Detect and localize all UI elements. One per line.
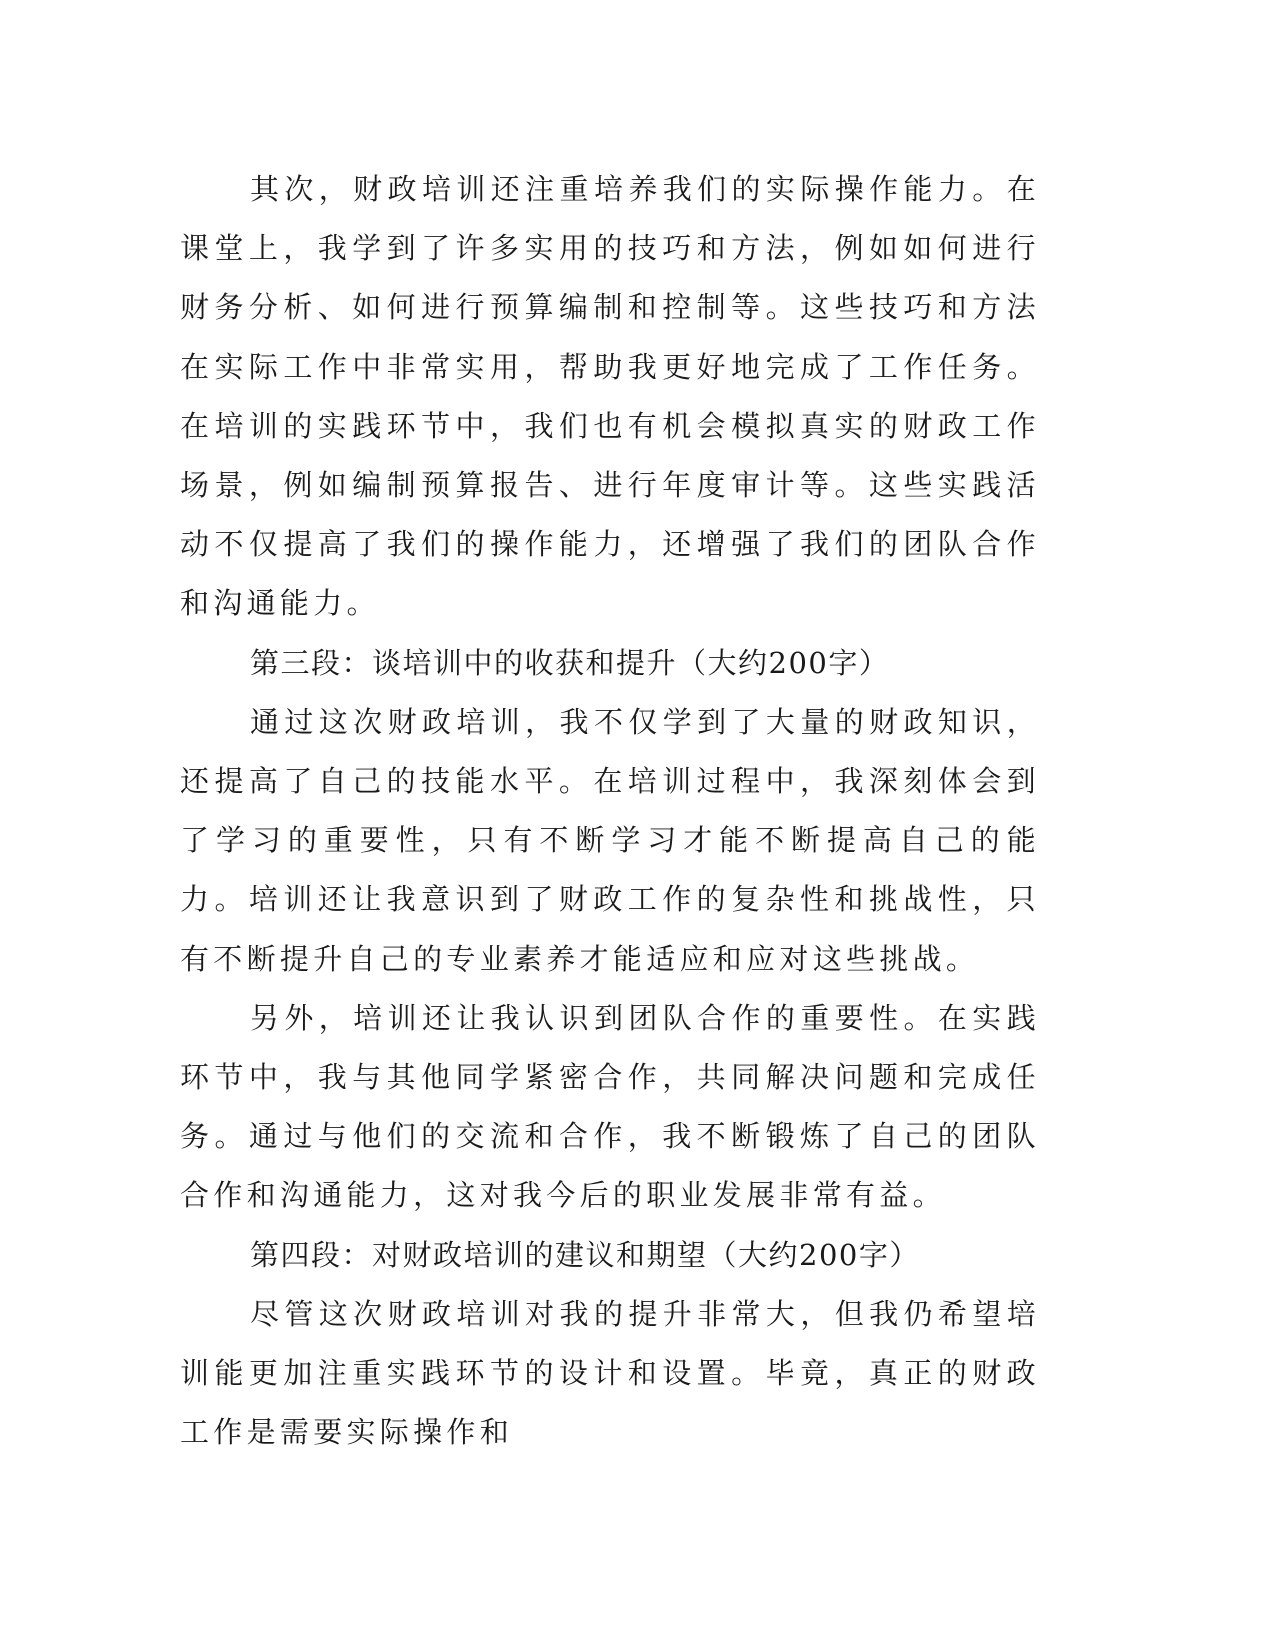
section-heading-third: 第三段：谈培训中的收获和提升（大约200字）	[250, 645, 890, 680]
paragraph-suggestions: 尽管这次财政培训对我的提升非常大，但我仍希望培训能更加注重实践环节的设计和设置。毕竟，真正的财政工作是需要实际操作和	[180, 1296, 1040, 1450]
paragraph-practical-skills: 其次，财政培训还注重培养我们的实际操作能力。在课堂上，我学到了许多实用的技巧和方法，例如如何进行财务分析、如何进行预算编制和控制等。这些技巧和方法在实际工作中非常实用，帮助我更好地完成了工作任务。在培训的实践环节中，我们也有机会模拟真实的财政工作场景，例如编制预算报告、进行年度审计等。这些实践活动不仅提高了我们的操作能力，还增强了我们的团队合作和沟通能力。	[180, 172, 1040, 621]
section-heading-fourth: 第四段：对财政培训的建议和期望（大约200字）	[250, 1237, 920, 1272]
document-body	[180, 160, 1040, 1462]
paragraph-gains: 通过这次财政培训，我不仅学到了大量的财政知识，还提高了自己的技能水平。在培训过程中，我深刻体会到了学习的重要性，只有不断学习才能不断提高自己的能力。培训还让我意识到了财政工作的复杂性和挑战性，只有不断提升自己的专业素养才能适应和应对这些挑战。	[180, 704, 1040, 976]
paragraph-teamwork: 另外，培训还让我认识到团队合作的重要性。在实践环节中，我与其他同学紧密合作，共同解决问题和完成任务。通过与他们的交流和合作，我不断锻炼了自己的团队合作和沟通能力，这对我今后的职业发展非常有益。	[180, 1000, 1040, 1213]
